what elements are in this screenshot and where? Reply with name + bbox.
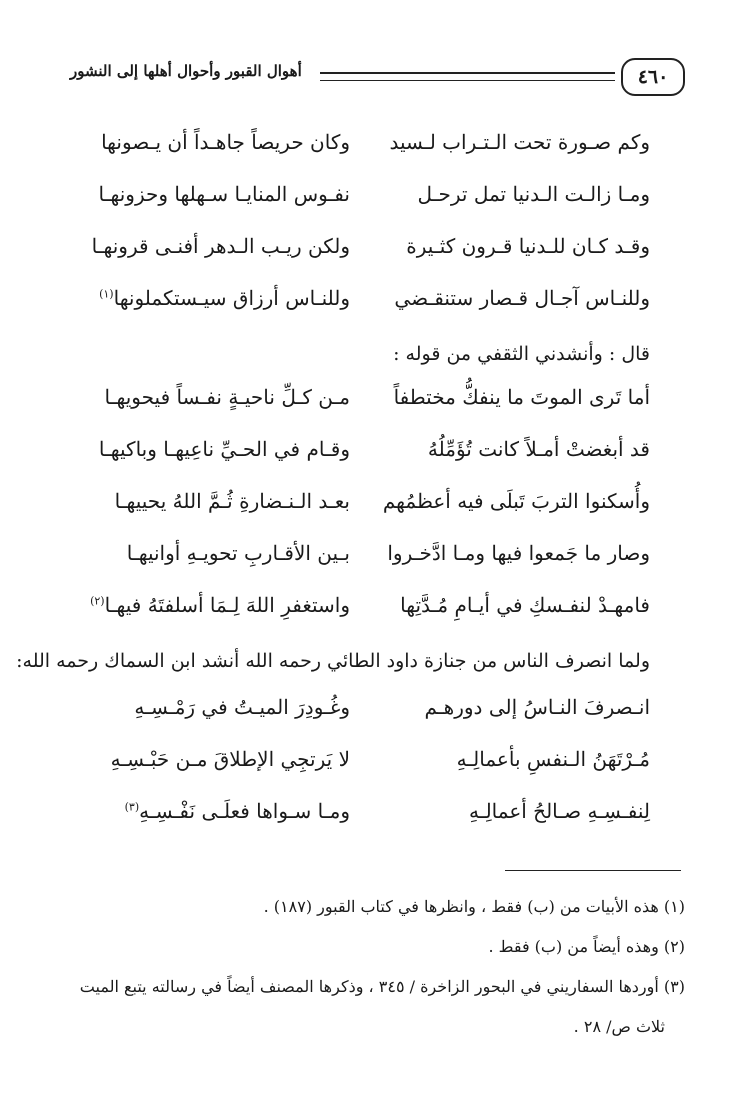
verse-second-hemistich: نفـوس المنايـا سـهلها وحزونهـا <box>98 182 350 206</box>
verse-first-hemistich: أما تَرى الموتَ ما ينفكُّ مختطفاً <box>393 385 650 409</box>
verse-row <box>0 695 755 735</box>
verse-first-hemistich: وصار ما جَمعوا فيها ومـا ادَّخـروا <box>387 541 650 565</box>
footnote-line: (٢) وهذه أيضاً من (ب) فقط . <box>488 937 685 956</box>
verse-first-hemistich: مُـرْتَهَنُ الـنفسِ بأعمالِـهِ <box>456 747 650 771</box>
verse-second-hemistich: وغُـودِرَ الميـتُ في رَمْـسِـهِ <box>134 695 350 719</box>
verse-second-hemistich: مـن كـلِّ ناحيـةٍ نفـساً فيحويهـا <box>104 385 350 409</box>
page-header <box>70 58 685 94</box>
verse-second-hemistich: لا يَرتجِي الإطلاقَ مـن حَبْـسِـهِ <box>110 747 350 771</box>
verse-first-hemistich: وقـد كـان للـدنيا قـرون كثـيرة <box>406 234 650 258</box>
verse-second-hemistich: وكان حريصاً جاهـداً أن يـصونها <box>101 130 350 154</box>
verse-second-hemistich: بعـد الـنـضارةِ ثُـمَّ اللهُ يحييهـا <box>114 489 350 513</box>
verse-first-hemistich: وكم صـورة تحت الـتـراب لـسيد <box>389 130 650 154</box>
verse-first-hemistich: وللنـاس آجـال قـصار ستنقـضي <box>394 286 650 310</box>
verse-first-hemistich: ومـا زالـت الـدنيا تمل ترحـل <box>417 182 650 206</box>
footnote-line: (١) هذه الأبيات من (ب) فقط ، وانظرها في كتاب القبور (١٨٧) . <box>263 897 685 916</box>
verse-row <box>0 747 755 787</box>
footnote-marker: (١) <box>99 287 114 301</box>
verse-row <box>0 182 755 222</box>
header-rule <box>320 72 615 81</box>
verse-second-hemistich: وللنـاس أرزاق سيـستكملونها$^{(١)}$ <box>99 286 350 310</box>
verse-row <box>0 593 755 633</box>
verse-second-hemistich: واستغفرِ اللهَ لِـمَا أسلفتَهُ فيهـا$^{(٢)}$ <box>90 593 350 617</box>
verse-first-hemistich: فامهـدْ لنفـسكِ في أيـامِ مُـدَّتِها <box>400 593 650 617</box>
verse-second-hemistich: ومـا سـواها فعلَـى نَفْـسِـهِ$^{(٣)}$ <box>124 799 350 823</box>
verse-first-hemistich: وأُسكنوا التربَ تَبلَى فيه أعظمُهم <box>382 489 650 513</box>
verse-row <box>0 385 755 425</box>
page-number: ٤٦٠ <box>621 58 685 96</box>
running-title: أهوال القبور وأحوال أهلها إلى النشور <box>70 62 302 80</box>
verse-second-hemistich: ولكن ريـب الـدهر أفنـى قرونهـا <box>91 234 350 258</box>
footnote-line: (٣) أوردها السفاريني في البحور الزاخرة / ٣٤٥ ، وذكرها المصنف أيضاً في رسالته يتبع الميت <box>79 977 685 996</box>
footnote-line: ثلاث ص/ ٢٨ . <box>573 1017 665 1036</box>
verse-row <box>0 286 755 326</box>
intro-line-2: قال : وأنشدني الثقفي من قوله : <box>393 343 650 365</box>
verse-row <box>0 234 755 274</box>
footnote-marker: (٣) <box>124 800 140 814</box>
verse-first-hemistich: انـصرفَ النـاسُ إلى دورهـم <box>424 695 650 719</box>
verse-second-hemistich: وقـام في الحـيِّ ناعِيهـا وباكيهـا <box>98 437 350 461</box>
verse-row <box>0 489 755 529</box>
verse-row <box>0 799 755 839</box>
verse-row <box>0 130 755 170</box>
verse-row <box>0 541 755 581</box>
verse-row <box>0 437 755 477</box>
verse-second-hemistich: بـين الأقـاربِ تحويـهِ أوانيهـا <box>126 541 350 565</box>
verse-first-hemistich: لِنفـسِـهِ صـالحُ أعمالِـهِ <box>468 799 650 823</box>
footnote-marker: (٢) <box>90 594 105 608</box>
verse-first-hemistich: قد أبغضتْ أمـلاً كانت تُؤَمِّلُهُ <box>427 437 650 461</box>
footnote-rule <box>505 870 681 871</box>
intro-line-3: ولما انصرف الناس من جنازة داود الطائي رحمه الله أنشد ابن السماك رحمه الله: <box>16 650 650 672</box>
